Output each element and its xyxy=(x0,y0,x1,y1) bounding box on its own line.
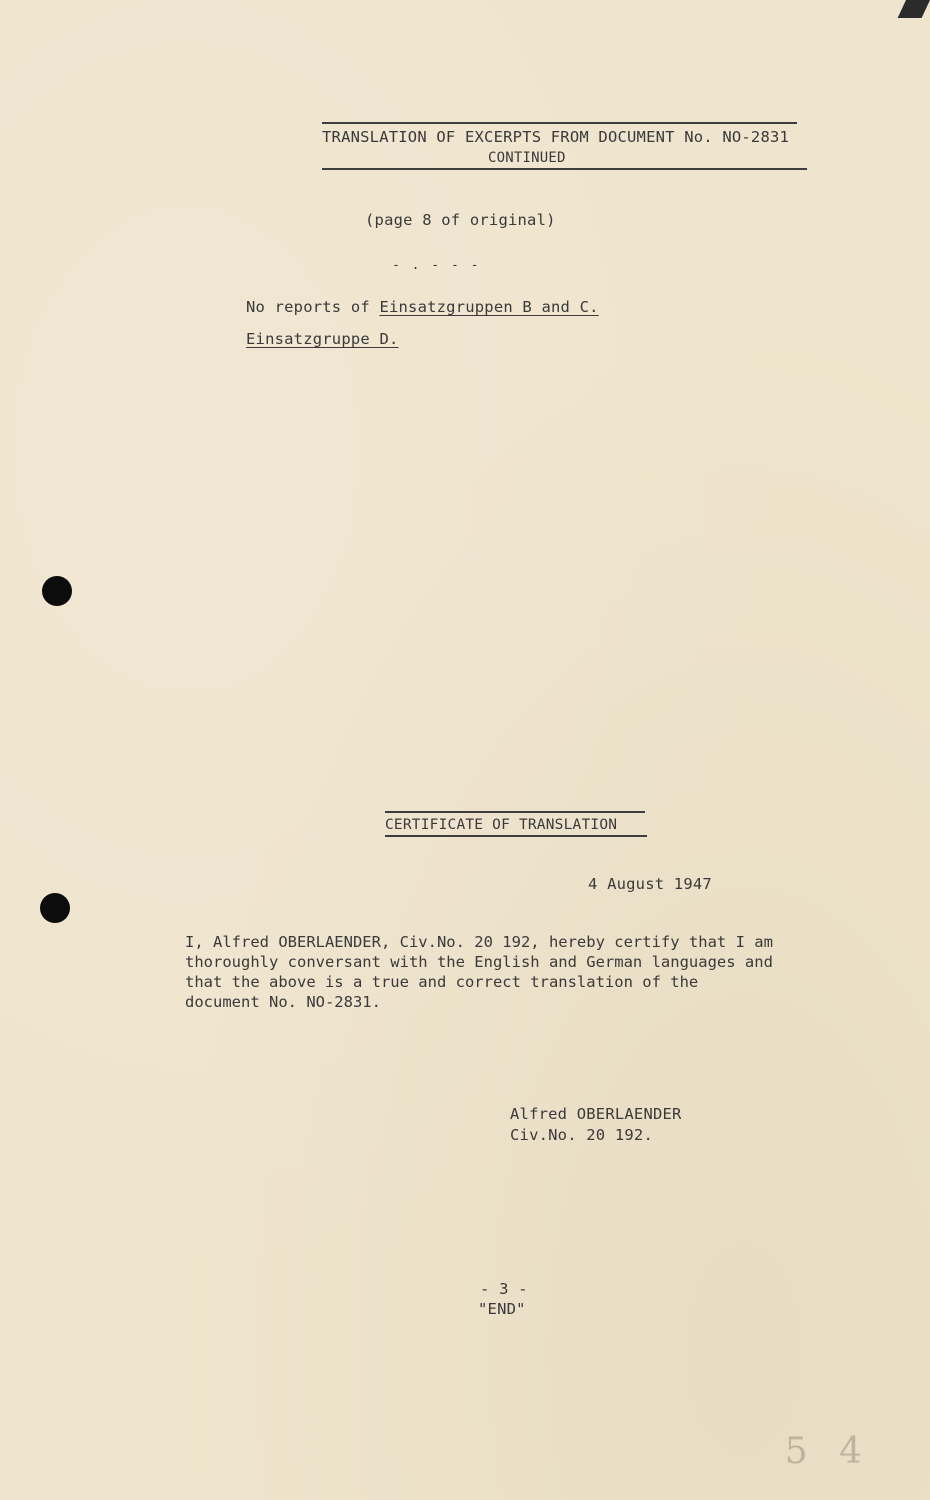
certificate-line-4: document No. NO-2831. xyxy=(185,993,381,1011)
page-corner-fold xyxy=(898,0,930,18)
separator-dashes: - . - - - xyxy=(392,258,481,273)
reports-prefix: No reports of xyxy=(246,298,380,316)
certificate-line-1: I, Alfred OBERLAENDER, Civ.No. 20 192, hereby certify that I am xyxy=(185,933,773,951)
binder-hole-upper xyxy=(42,576,72,606)
signature-civ-number: Civ.No. 20 192. xyxy=(510,1126,653,1144)
handwritten-page-number: 5 4 xyxy=(784,1431,872,1472)
certificate-date: 4 August 1947 xyxy=(588,875,712,893)
certificate-line-2: thoroughly conversant with the English and German languages and xyxy=(185,953,773,971)
document-title: TRANSLATION OF EXCERPTS FROM DOCUMENT No. NO-2831 xyxy=(322,128,790,146)
end-mark: "END" xyxy=(478,1300,526,1318)
certificate-statement xyxy=(185,932,825,1012)
certificate-heading: CERTIFICATE OF TRANSLATION xyxy=(385,817,618,833)
signature-name: Alfred OBERLAENDER xyxy=(510,1105,682,1123)
page-reference: (page 8 of original) xyxy=(365,211,556,229)
certificate-bottom-rule xyxy=(385,835,647,837)
certificate-line-3: that the above is a true and correct translation of the xyxy=(185,973,699,991)
binder-hole-lower xyxy=(40,893,70,923)
document-title-continued: CONTINUED xyxy=(488,150,566,166)
reports-groups: Einsatzgruppen B and C. xyxy=(379,298,599,316)
header-top-rule xyxy=(322,122,797,124)
page-number: - 3 - xyxy=(480,1280,528,1298)
reports-line xyxy=(246,298,599,316)
header-bottom-rule xyxy=(322,168,807,170)
certificate-top-rule xyxy=(385,811,645,813)
section-heading: Einsatzgruppe D. xyxy=(246,330,399,348)
